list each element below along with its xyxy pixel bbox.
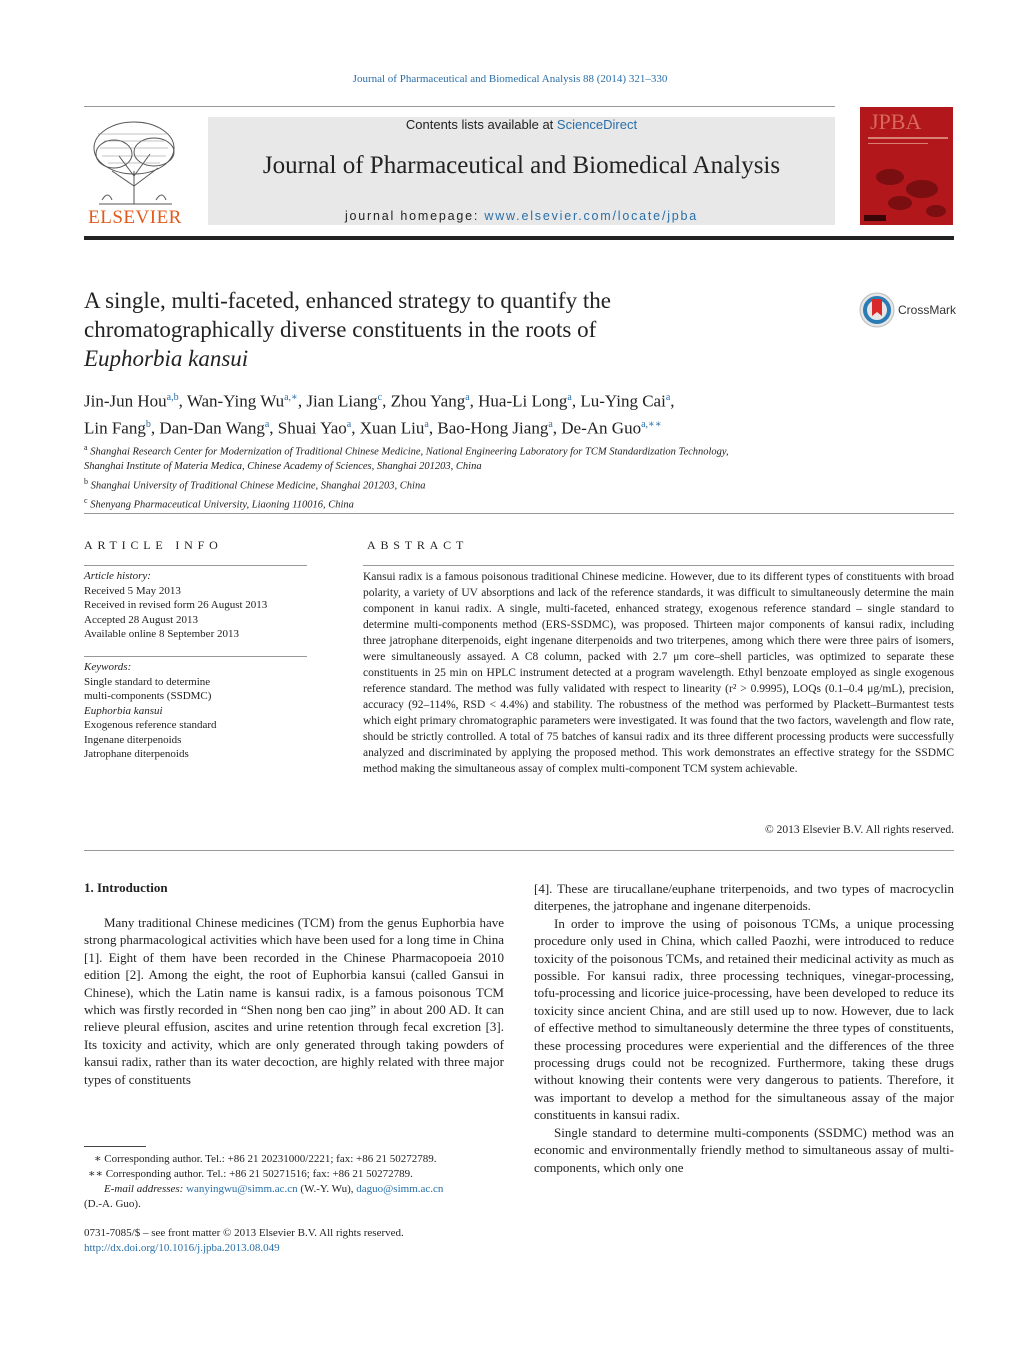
homepage-line bbox=[208, 209, 835, 223]
title-line-2: chromatographically diverse constituents in the roots of bbox=[84, 317, 597, 342]
elsevier-wordmark: ELSEVIER bbox=[88, 207, 182, 228]
journal-reference[interactable]: Journal of Pharmaceutical and Biomedical Analysis 88 (2014) 321–330 bbox=[352, 73, 668, 85]
history-accepted: Accepted 28 August 2013 bbox=[84, 613, 198, 626]
footnote-emails: E-mail addresses: wanyingwu@simm.ac.cn (W.-Y. Wu), daguo@simm.ac.cn bbox=[104, 1183, 444, 1195]
crossmark-badge[interactable] bbox=[858, 291, 958, 329]
abstract-heading: ABSTRACT bbox=[367, 538, 469, 552]
author-name: Lin Fang bbox=[84, 418, 146, 438]
cover-art bbox=[860, 107, 953, 225]
author-name: Dan-Dan Wang bbox=[159, 418, 265, 438]
doi-link[interactable]: http://dx.doi.org/10.1016/j.jpba.2013.08.049 bbox=[84, 1242, 280, 1254]
affiliations bbox=[84, 441, 844, 513]
author-affiliation-marker[interactable]: c bbox=[377, 392, 383, 403]
author-affiliation-marker[interactable]: a,∗ bbox=[284, 392, 298, 403]
author-affiliation-marker[interactable]: a,∗∗ bbox=[641, 418, 662, 430]
footnote-email-owner: (D.-A. Guo). bbox=[84, 1198, 141, 1210]
homepage-link[interactable]: www.elsevier.com/locate/jpba bbox=[484, 209, 699, 223]
intro-paragraph: Single standard to determine multi-components (SSDMC) method was an economic and environmentally friendly method to simultaneous assay of multi-components, which only one bbox=[534, 1124, 954, 1175]
author-affiliation-marker[interactable]: a bbox=[346, 418, 352, 430]
contents-prefix: Contents lists available at bbox=[405, 117, 557, 132]
section-rule bbox=[84, 513, 954, 514]
cover-abbrev: JPBA bbox=[870, 109, 922, 134]
author-affiliation-marker[interactable]: a bbox=[665, 392, 671, 403]
history-label: Article history: bbox=[84, 570, 151, 582]
author-name: De-An Guo bbox=[561, 418, 642, 438]
homepage-prefix: journal homepage: bbox=[344, 209, 485, 223]
keywords bbox=[84, 660, 307, 762]
authors-line-2: Lin Fang$^b$, Dan-Dan Wang$^a$, Shuai Yao$^a$, Xuan Liu$^a$, Bao-Hong Jiang$^a$, De-An Guo$^{a,∗∗}$ bbox=[84, 418, 662, 438]
author-name: Bao-Hong Jiang bbox=[437, 418, 549, 438]
authors-line-1: Jin-Jun Hou$^{a,b}$, Wan-Ying $Wu^{a,∗}$, Jian Liang$^c$, Zhou Yang$^a$, Hua-Li Long$^a$, Lu-Ying Cai$^a$, bbox=[84, 391, 675, 411]
author-affiliation-marker[interactable]: a bbox=[567, 392, 572, 403]
abstract-text: Kansui radix is a famous poisonous traditional Chinese medicine. However, due to its different types of constituents with broad polarity, a variety of UV absorptions and lack of the reference standards, it was difficult to simultaneously determine the main component in kanui radix. A single, multi-faceted, enhanced strategy, exogenous reference standard – single standard to determine multi-components method (ERS-SSDMC), was proposed. Thirteen major components of kansui radix, including three jatrophane diterpenoids, eight ingenane diterpenoids and two triterpenes, among which there were three pairs of isomers, were simultaneously assayed. A C8 column, packed with 2.7 μm core–shell particles, was optimized to separate these constituents in 25 min on HPLC instrument detected at a program wavelength. Ethyl benzoate employed as single exogenous reference standard. The method was fully validated with respect to linearity (r² > 0.9995), LOQs (0.1–0.4 μg/mL), precision, accuracy (92–114%, RSD < 4.4%) and stability. The robustness of the method was performed by Plackett–Burmantest tests which eight primary chromatographic parameters were investigated. It was found that the two factors, wavelength and flow rate, should be strictly controlled. A total of 75 batches of kansui radix and its three different processing products were successfully analyzed and discriminated by applying the proposed method. This work demonstrates an effective strategy for the SSDMC method making the simultaneous assay of complex multi-component TCM system achievable. bbox=[363, 571, 954, 775]
affiliation-c: $^c$ Shenyang Pharmaceutical University, Liaoning 110016, China bbox=[84, 495, 354, 510]
author-name: Shuai Yao bbox=[277, 418, 347, 438]
author-affiliation-marker[interactable]: a bbox=[424, 418, 429, 430]
issn-text: 0731-7085/$ – see front matter © 2013 Elsevier B.V. All rights reserved. bbox=[84, 1227, 404, 1239]
introduction-heading: 1. Introduction bbox=[84, 880, 168, 895]
author-name: Jian Liang bbox=[306, 391, 378, 411]
affiliation-a: $^a$ Shanghai Research Center for Modernization of Traditional Chinese Medicine, National Engineering Laboratory for TCM Standardization Technology, bbox=[84, 443, 729, 458]
author-name: Xuan Liu bbox=[359, 418, 425, 438]
intro-right-column bbox=[534, 880, 954, 1176]
author-name: Jin-Jun Hou bbox=[84, 391, 167, 411]
title-line-3: Euphorbia kansui bbox=[84, 346, 249, 371]
article-title bbox=[84, 286, 804, 373]
keyword-item: Euphorbia kansui bbox=[84, 704, 163, 717]
author-affiliation-marker[interactable]: a bbox=[465, 392, 470, 403]
author-name: Hua-Li Long bbox=[478, 391, 568, 411]
keywords-rule bbox=[84, 656, 307, 657]
history-revised: Received in revised form 26 August 2013 bbox=[84, 599, 268, 611]
journal-title: Journal of Pharmaceutical and Biomedical Analysis bbox=[262, 152, 781, 179]
sciencedirect-link[interactable]: ScienceDirect bbox=[556, 117, 638, 132]
keyword-item: Exogenous reference standard bbox=[84, 719, 217, 731]
abstract-rule bbox=[363, 565, 954, 566]
intro-paragraph: In order to improve the using of poisonous TCMs, a unique processing procedure only used in China, which called Paozhi, were introduced to reduce toxicity of the poisonous TCMs, and retained their medicinal activity as much as possible. For kansui radix, three processing techniques, vinegar-processing, tofu-processing and licorice juice-processing, have been developed to reduce its toxicity since ancient China, and are still used up to now. However, due to lack of effective method to simultaneously determine the three types of constituents, these processing procedures were experiential and the differences of the three processing drugs could not be recognized. Furthermore, taking these drugs without knowing their contents were very dangerous to patients. Therefore, it was important to develop a method for the simultaneous assay of the major constituents in kansui radix. bbox=[534, 915, 954, 1123]
keywords-label: Keywords: bbox=[84, 661, 132, 673]
affiliation-b: $^b$ Shanghai University of Traditional Chinese Medicine, Shanghai 201203, China bbox=[84, 476, 426, 491]
author-name: Wan-Ying Wu bbox=[186, 391, 285, 411]
email-link-wu[interactable]: wanyingwu@simm.ac.cn bbox=[186, 1183, 298, 1195]
author-name: Zhou Yang bbox=[390, 391, 466, 411]
keyword-item: multi-components (SSDMC) bbox=[84, 690, 212, 702]
author-affiliation-marker[interactable]: a bbox=[548, 418, 553, 430]
header-thick-rule bbox=[84, 236, 954, 240]
author-list bbox=[84, 386, 824, 439]
author-affiliation-marker[interactable]: b bbox=[145, 418, 151, 430]
article-info-heading: ARTICLE INFO bbox=[84, 538, 223, 552]
contents-line bbox=[208, 117, 835, 132]
article-info-rule bbox=[84, 565, 307, 566]
title-line-1: A single, multi-faceted, enhanced strategy to quantify the bbox=[84, 288, 611, 313]
crossmark-label: CrossMark bbox=[898, 303, 957, 317]
intro-paragraph: [4]. These are tirucallane/euphane triterpenoids, and two types of macrocyclin diterpenes, the jatrophane and ingenane diterpenoids. bbox=[534, 881, 954, 914]
keyword-item: Single standard to determine bbox=[84, 675, 211, 688]
journal-cover-thumbnail[interactable] bbox=[860, 107, 953, 225]
intro-left-column bbox=[84, 914, 504, 1088]
footnote-rule bbox=[84, 1146, 146, 1147]
history-online: Available online 8 September 2013 bbox=[84, 628, 239, 640]
author-name: Lu-Ying Cai bbox=[580, 391, 666, 411]
header-rule bbox=[84, 106, 835, 107]
keyword-item: Jatrophane diterpenoids bbox=[84, 748, 189, 760]
section-rule bbox=[84, 850, 954, 851]
keyword-item: Ingenane diterpenoids bbox=[84, 733, 182, 746]
email-link-guo[interactable]: daguo@simm.ac.cn bbox=[356, 1183, 444, 1195]
author-affiliation-marker[interactable]: a bbox=[264, 418, 270, 430]
footnote-corresponding-2: ∗∗ Corresponding author. Tel.: +86 21 50271516; fax: +86 21 50272789. bbox=[88, 1168, 413, 1180]
article-history bbox=[84, 569, 307, 642]
crossmark-icon bbox=[858, 291, 896, 329]
footnote-corresponding-1: ∗ Corresponding author. Tel.: +86 21 20231000/2221; fax: +86 21 50272789. bbox=[94, 1153, 437, 1165]
author-affiliation-marker[interactable]: a,b bbox=[166, 392, 179, 403]
issn-line bbox=[84, 1226, 584, 1256]
abstract-copyright: © 2013 Elsevier B.V. All rights reserved. bbox=[765, 824, 954, 836]
footnotes bbox=[84, 1152, 504, 1212]
intro-paragraph: Many traditional Chinese medicines (TCM) from the genus Euphorbia have strong pharmacological activities which have been used for a long time in China [1]. Eight of them have been recorded in the Chinese Pharmacopoeia 2010 edition [2]. Among the eight, the root of Euphorbia kansui (called Gansui in Chinese), which the Latin name is kansui radix, is a famous poisonous TCM which was firstly recorded in “Shen nong ben cao jing” in about 200 AD. It can relieve pleural effusion, ascites and urine retention through fecal excretion [3]. Its toxicity and activity, which are only generated through taking powders of kansui radix, rather than its water decoction, are highly related with three major types of constituents bbox=[84, 915, 504, 1087]
affiliation-a-cont: Shanghai Institute of Materia Medica, Chinese Academy of Sciences, Shanghai 201203, China bbox=[84, 461, 482, 472]
history-received: Received 5 May 2013 bbox=[84, 584, 181, 597]
